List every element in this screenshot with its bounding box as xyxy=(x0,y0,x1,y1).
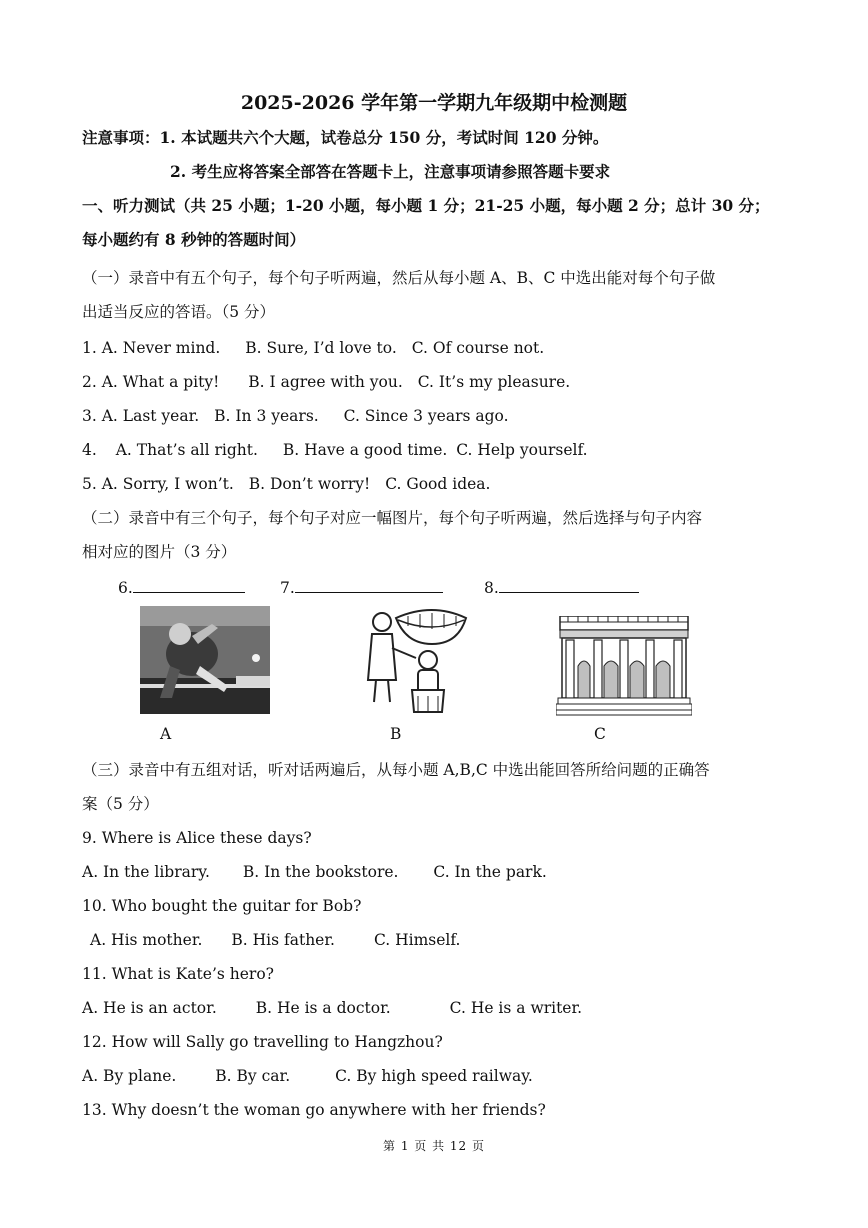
question-number: 2. xyxy=(82,373,97,391)
part1-instruction-line1: （一）录音中有五个句子，每个句子听两遍，然后从每小题 A、B、C 中选出能对每个句子做 xyxy=(82,269,716,287)
part2-instruction-line1: （二）录音中有三个句子，每个句子对应一幅图片，每个句子听两遍，然后选择与句子内容 xyxy=(82,509,703,527)
option-row xyxy=(82,998,582,1018)
section1-heading-line2: 每小题约有 8 秒钟的答题时间） xyxy=(82,230,306,249)
question-text: 11. What is Kate’s hero? xyxy=(82,965,274,983)
answer-blank-6 xyxy=(118,578,245,598)
dentist-cartoon xyxy=(362,604,470,716)
question-row xyxy=(82,440,588,460)
notes-item-1: 1. 本试题共六个大题，试卷总分 150 分，考试时间 120 分钟。 xyxy=(159,128,609,147)
question-row xyxy=(82,372,570,392)
blank-number: 6. xyxy=(118,579,133,597)
answer-blank-8 xyxy=(484,578,639,598)
notes-item-2: 2. 考生应将答案全部答在答题卡上，注意事项请参照答题卡要求 xyxy=(170,162,611,181)
question-text: 10. Who bought the guitar for Bob? xyxy=(82,897,362,915)
option-row xyxy=(90,930,460,950)
option-c: C. Himself. xyxy=(373,931,461,949)
question-row xyxy=(82,474,490,494)
part3-instruction-line2: 案（5 分） xyxy=(82,795,159,813)
option-b: B. Have a good time. xyxy=(282,441,448,459)
option-a: A. What a pity! xyxy=(101,373,220,391)
picture-label-a: A xyxy=(160,725,172,743)
question-number: 5. xyxy=(82,475,97,493)
option-row xyxy=(82,862,547,882)
question-number: 4. xyxy=(82,441,97,459)
picture-label-b: B xyxy=(390,725,402,743)
question-number: 3. xyxy=(82,407,97,425)
option-b: B. I agree with you. xyxy=(248,373,403,391)
blank-number: 8. xyxy=(484,579,499,597)
option-c: C. Help yourself. xyxy=(456,441,588,459)
part1-instruction-line2: 出适当反应的答语。（5 分） xyxy=(82,303,276,321)
option-b: B. In 3 years. xyxy=(214,407,319,425)
question-text: 9. Where is Alice these days? xyxy=(82,829,312,847)
option-b: B. By car. xyxy=(215,1067,291,1085)
ping-pong-player-photo xyxy=(140,606,270,714)
option-a: A. In the library. xyxy=(82,863,210,881)
option-b: B. In the bookstore. xyxy=(242,863,399,881)
option-c: C. Since 3 years ago. xyxy=(343,407,509,425)
option-b: B. Don’t worry! xyxy=(248,475,371,493)
question-text: 13. Why doesn’t the woman go anywhere with her friends? xyxy=(82,1101,546,1119)
option-b: B. Sure, I’d love to. xyxy=(245,339,397,357)
question-text: 12. How will Sally go travelling to Hangzhou? xyxy=(82,1033,443,1051)
option-c: C. It’s my pleasure. xyxy=(417,373,571,391)
option-c: C. By high speed railway. xyxy=(335,1067,533,1085)
option-a: A. That’s all right. xyxy=(115,441,258,459)
answer-blank-7 xyxy=(280,578,443,598)
picture-label-c: C xyxy=(594,725,606,743)
exam-title: 2025-2026 学年第一学期九年级期中检测题 xyxy=(240,92,628,114)
option-a: A. Last year. xyxy=(101,407,200,425)
option-b: B. His father. xyxy=(231,931,335,949)
part3-instruction-line1: （三）录音中有五组对话，听对话两遍后，从每小题 A,B,C 中选出能回答所给问题的正确答 xyxy=(82,761,710,779)
option-a: A. Sorry, I won’t. xyxy=(101,475,234,493)
part2-instruction-line2: 相对应的图片（3 分） xyxy=(82,543,237,561)
option-c: C. He is a writer. xyxy=(449,999,583,1017)
option-c: C. Of course not. xyxy=(411,339,545,357)
question-row xyxy=(82,406,509,426)
option-c: C. In the park. xyxy=(433,863,547,881)
option-a: A. He is an actor. xyxy=(82,999,217,1017)
blank-number: 7. xyxy=(280,579,295,597)
option-a: A. Never mind. xyxy=(101,339,221,357)
section1-heading-line1: 一、听力测试（共 25 小题；1-20 小题，每小题 1 分；21-25 小题，每小题 2 分；总计 30 分； xyxy=(82,196,770,215)
question-row xyxy=(82,338,544,358)
question-number: 1. xyxy=(82,339,97,357)
page-footer: 第 1 页 共 12 页 xyxy=(383,1139,485,1153)
option-c: C. Good idea. xyxy=(385,475,491,493)
option-row xyxy=(82,1066,533,1086)
option-a: A. His mother. xyxy=(90,931,203,949)
option-a: A. By plane. xyxy=(82,1067,177,1085)
option-b: B. He is a doctor. xyxy=(255,999,391,1017)
notes-label: 注意事项： xyxy=(82,128,160,147)
museum-building xyxy=(556,616,692,716)
notes-line-1 xyxy=(82,128,608,148)
